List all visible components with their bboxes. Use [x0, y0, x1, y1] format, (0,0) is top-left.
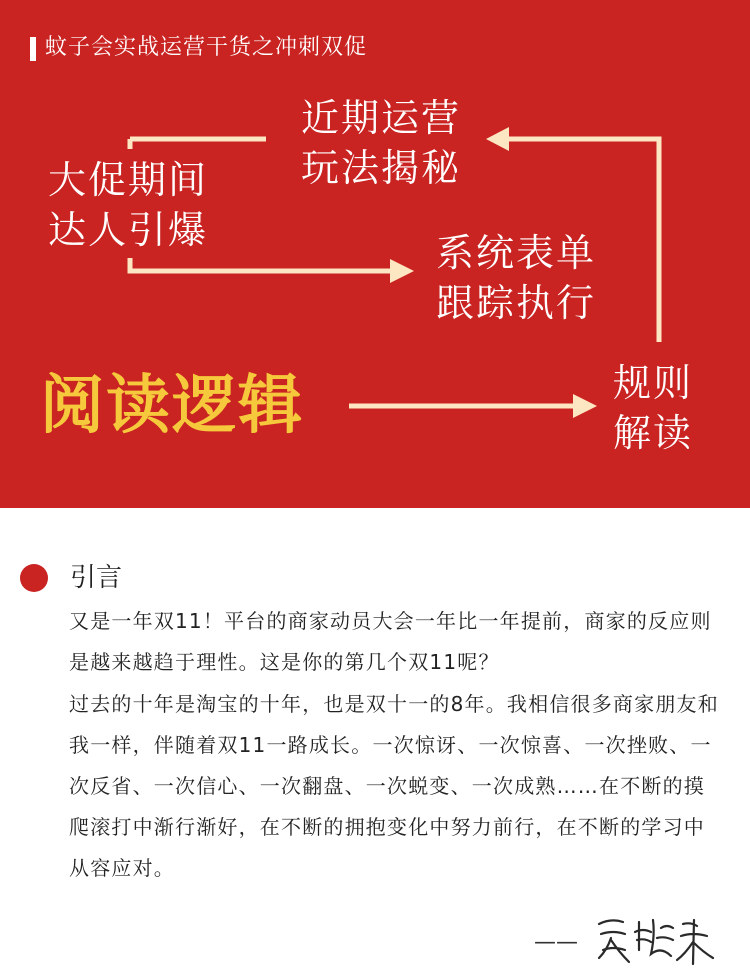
flow-rules-line2: 解读	[613, 411, 694, 455]
flow-promo-influencer	[48, 155, 208, 255]
signature-dash: ——	[534, 930, 578, 955]
flow-recent-ops-line2: 玩法揭秘	[301, 146, 462, 190]
flow-promo-line2: 达人引爆	[48, 208, 209, 252]
reading-logic-heading: 阅读逻辑	[40, 369, 304, 443]
arrowhead-system	[390, 259, 414, 283]
header-title: 蚊子会实战运营干货之冲刺双促	[45, 35, 368, 60]
flow-recent-ops-line1: 近期运营	[301, 96, 462, 140]
arrowhead-rules	[573, 394, 597, 418]
flow-system-line1: 系统表单	[436, 231, 597, 275]
flow-system-line2: 跟踪执行	[436, 281, 597, 325]
section-bullet-icon	[20, 564, 48, 592]
signature-handwriting	[591, 910, 719, 972]
arrow-promo-to-system	[130, 258, 395, 271]
intro-paragraph-2: 过去的十年是淘宝的十年，也是双十一的8年。我相信很多商家朋友和我一样，伴随着双11一路成长。一次惊讶、一次惊喜、一次挫败、一次反省、一次信心、一次翻盘、一次蜕变、一次成熟……在不断的摸爬滚打中渐行渐好，在不断的拥抱变化中努力前行，在不断的学习中从容应对。	[69, 692, 719, 880]
flow-rules-line1: 规则	[613, 361, 694, 405]
intro-paragraph-1: 又是一年双11！平台的商家动员大会一年比一年提前，商家的反应则是越来越趋于理性。这是你的第几个双11呢？	[69, 609, 712, 674]
arrowhead-recent	[486, 127, 509, 151]
flow-system-form	[436, 228, 596, 328]
intro-title: 引言	[70, 563, 123, 593]
flow-rules	[613, 358, 693, 458]
flow-promo-line1: 大促期间	[48, 158, 209, 202]
flow-recent-ops	[301, 93, 461, 193]
